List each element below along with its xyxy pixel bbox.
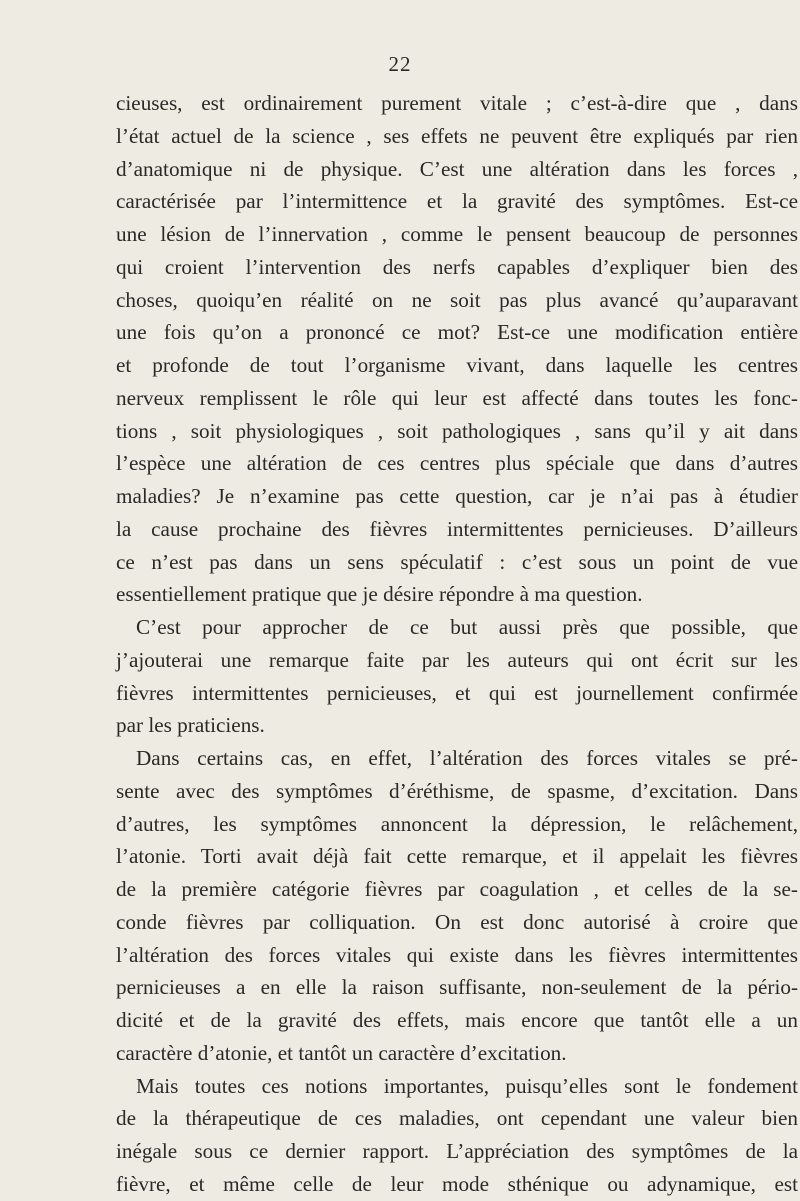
text-line: fièvres intermittentes pernicieuses, et qui est journellement confirmée	[116, 680, 798, 705]
text-line: tions , soit physiologiques , soit pathologiques , sans qu’il y ait dans	[116, 418, 798, 443]
text-line: l’altération des forces vitales qui existe dans les fièvres intermittentes	[116, 942, 798, 967]
text-line: pernicieuses a en elle la raison suffisante, non-seulement de la pério-	[116, 975, 798, 1000]
text-line: Dans certains cas, en effet, l’altération des forces vitales se pré-	[136, 746, 798, 770]
text-line: choses, quoiqu’en réalité on ne soit pas plus avancé qu’auparavant	[116, 287, 798, 312]
text-line: dicité et de la gravité des effets, mais encore que tantôt elle a un	[116, 1008, 798, 1032]
text-line: Mais toutes ces notions importantes, puisqu’elles sont le fondement	[136, 1073, 798, 1098]
text-line: sente avec des symptômes d’éréthisme, de spasme, d’excitation. Dans	[116, 778, 798, 803]
text-line: cieuses, est ordinairement purement vitale ; c’est-à-dire que , dans	[116, 91, 798, 115]
text-line: caractérisée par l’intermittence et la gravité des symptômes. Est-ce	[116, 189, 798, 214]
body-text	[116, 87, 798, 1201]
text-line: ce n’est pas dans un sens spéculatif : c’est sous un point de vue	[116, 549, 798, 574]
text-line: par les praticiens.	[116, 713, 265, 738]
text-line: qui croient l’intervention des nerfs capables d’expliquer bien des	[116, 254, 798, 279]
text-line: C’est pour approcher de ce but aussi près que possible, que	[136, 615, 798, 639]
text-line: l’espèce une altération de ces centres plus spéciale que dans d’autres	[116, 451, 798, 476]
text-line: fièvre, et même celle de leur mode sthénique ou adynamique, est	[116, 1171, 798, 1196]
text-line: conde fièvres par colliquation. On est donc autorisé à croire que	[116, 909, 798, 934]
page-number: 22	[388, 52, 412, 76]
text-line: inégale sous ce dernier rapport. L’appréciation des symptômes de la	[116, 1139, 798, 1163]
text-line: de la thérapeutique de ces maladies, ont cependant une valeur bien	[116, 1106, 798, 1131]
text-line: d’anatomique ni de physique. C’est une altération dans les forces ,	[116, 156, 798, 181]
text-line: une lésion de l’innervation , comme le pensent beaucoup de personnes	[116, 222, 798, 246]
text-line: une fois qu’on a prononcé ce mot? Est-ce une modification entière	[116, 320, 798, 345]
text-line: la cause prochaine des fièvres intermittentes pernicieuses. D’ailleurs	[116, 516, 798, 541]
text-line: j’ajouterai une remarque faite par les auteurs qui ont écrit sur les	[116, 647, 798, 672]
text-line: essentiellement pratique que je désire répondre à ma question.	[116, 582, 643, 607]
text-line: nerveux remplissent le rôle qui leur est affecté dans toutes les fonc-	[116, 385, 798, 410]
text-line: maladies? Je n’examine pas cette question, car je n’ai pas à étudier	[116, 484, 798, 508]
text-line: de la première catégorie fièvres par coagulation , et celles de la se-	[116, 877, 798, 901]
text-line: l’atonie. Torti avait déjà fait cette remarque, et il appelait les fièvres	[116, 844, 798, 869]
text-line: caractère d’atonie, et tantôt un caractère d’excitation.	[116, 1040, 567, 1065]
text-line: et profonde de tout l’organisme vivant, dans laquelle les centres	[116, 353, 798, 377]
text-line: d’autres, les symptômes annoncent la dépression, le relâchement,	[116, 811, 798, 836]
text-line: l’état actuel de la science , ses effets ne peuvent être expliqués par rien	[116, 123, 798, 148]
